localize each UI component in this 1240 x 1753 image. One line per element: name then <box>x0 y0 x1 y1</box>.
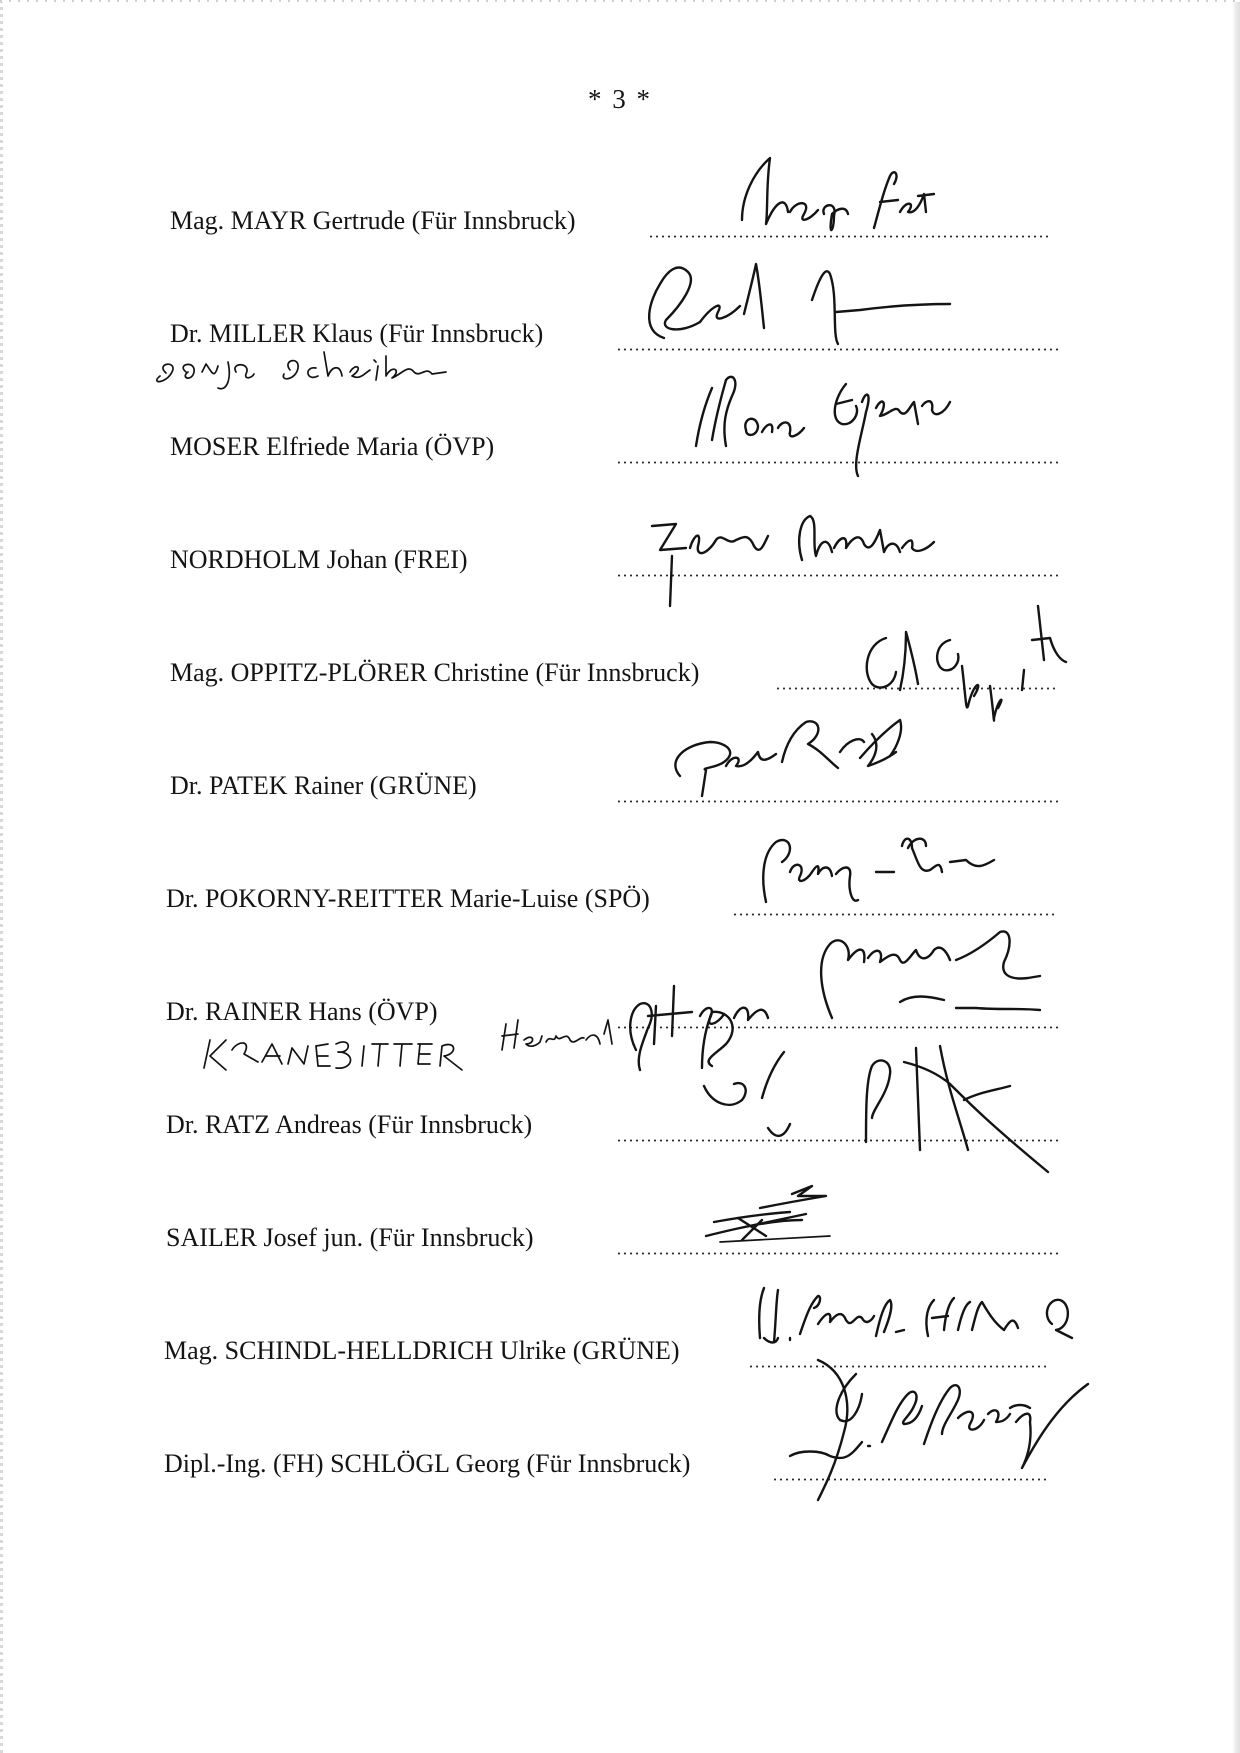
signature-schindl-helldrich <box>759 1288 1072 1343</box>
signature-line <box>616 800 1058 803</box>
signature-line <box>732 913 1058 916</box>
signature-line <box>648 235 1050 238</box>
entry-name: Dr. RATZ Andreas (Für Innsbruck) <box>166 1110 533 1139</box>
entry-sailer <box>0 1223 1240 1283</box>
entry-name: Mag. MAYR Gertrude (Für Innsbruck) <box>170 206 576 235</box>
entry-rainer <box>0 997 1240 1057</box>
signature-line <box>748 1365 1048 1368</box>
entry-pokorny-reitter <box>0 884 1240 944</box>
entry-schloegl <box>0 1449 1240 1509</box>
entry-name: Dipl.-Ing. (FH) SCHLÖGL Georg (Für Innsbruck) <box>164 1449 691 1478</box>
entry-moser <box>0 432 1240 492</box>
signature-line <box>616 461 1058 464</box>
page-number: * 3 * <box>588 84 652 114</box>
scan-edge-top <box>0 0 1240 2</box>
entry-schindl-helldrich <box>0 1336 1240 1396</box>
entry-name: Mag. OPPITZ-PLÖRER Christine (Für Innsbruck) <box>170 658 700 687</box>
entry-name: SAILER Josef jun. (Für Innsbruck) <box>166 1223 534 1252</box>
entry-patek <box>0 771 1240 831</box>
signature-line <box>616 1026 1058 1029</box>
entry-name: Dr. MILLER Klaus (Für Innsbruck) <box>170 319 544 348</box>
entry-name: Dr. POKORNY-REITTER Marie-Luise (SPÖ) <box>166 884 650 913</box>
entry-name: Dr. PATEK Rainer (GRÜNE) <box>170 771 477 800</box>
signature-line <box>772 1478 1048 1481</box>
signature-line <box>775 687 1058 690</box>
entry-nordholm <box>0 545 1240 605</box>
entry-name: NORDHOLM Johan (FREI) <box>170 545 468 574</box>
entry-oppitz-ploerer <box>0 658 1240 718</box>
signature-line <box>616 574 1058 577</box>
entry-name: Dr. RAINER Hans (ÖVP) <box>166 997 438 1026</box>
entry-mayr <box>0 206 1240 266</box>
entry-miller <box>0 319 1240 379</box>
entry-name: Mag. SCHINDL-HELLDRICH Ulrike (GRÜNE) <box>164 1336 680 1365</box>
signature-line <box>616 1139 1058 1142</box>
entry-name: MOSER Elfriede Maria (ÖVP) <box>170 432 495 461</box>
signature-line <box>616 1252 1058 1255</box>
signature-line <box>616 348 1058 351</box>
entry-ratz <box>0 1110 1240 1170</box>
